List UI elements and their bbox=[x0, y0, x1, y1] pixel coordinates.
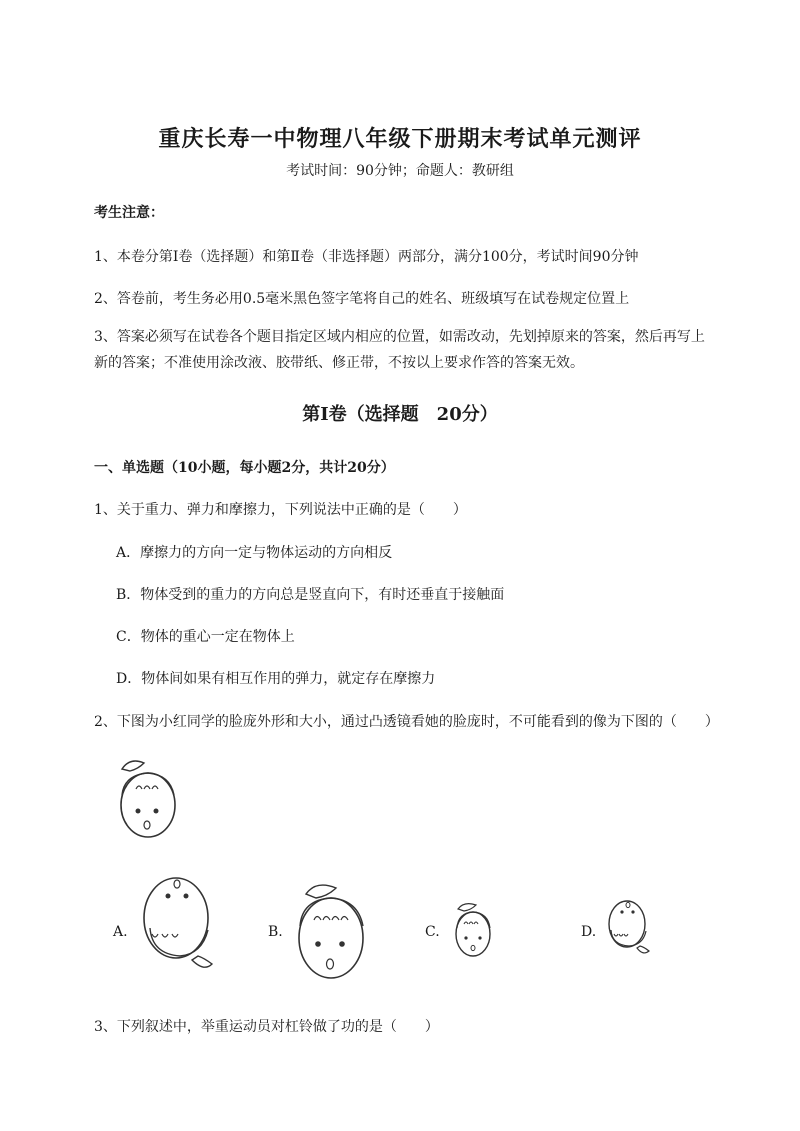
exam-info: 考试时间：90分钟；命题人：教研组 bbox=[286, 163, 514, 179]
option-a-label: A. bbox=[113, 924, 128, 940]
option-d-face-drawing bbox=[603, 896, 653, 958]
reference-face-drawing bbox=[108, 755, 188, 845]
notice-item-1: 1、本卷分第I卷（选择题）和第Ⅱ卷（非选择题）两部分，满分100分，考试时间90分钟 bbox=[94, 249, 639, 265]
question-1-option-a: A．摩擦力的方向一定与物体运动的方向相反 bbox=[116, 545, 393, 561]
page-title: 重庆长寿一中物理八年级下册期末考试单元测评 bbox=[158, 126, 642, 152]
option-c-face-drawing bbox=[450, 900, 496, 960]
option-d-label: D. bbox=[581, 924, 597, 940]
question-1-option-b: B．物体受到的重力的方向总是竖直向下，有时还垂直于接触面 bbox=[116, 587, 505, 603]
question-3-stem: 3、下列叙述中，举重运动员对杠铃做了功的是（ ） bbox=[94, 1019, 439, 1035]
option-a-face-drawing bbox=[132, 868, 220, 976]
option-c-label: C. bbox=[425, 924, 440, 940]
question-1-option-c: C．物体的重心一定在物体上 bbox=[116, 629, 295, 645]
section-title: 第I卷（选择题 20分） bbox=[302, 404, 498, 425]
question-1-stem: 1、关于重力、弹力和摩擦力，下列说法中正确的是（ ） bbox=[94, 502, 467, 518]
question-1-option-d: D．物体间如果有相互作用的弹力，就定存在摩擦力 bbox=[116, 671, 436, 687]
notice-heading: 考生注意： bbox=[94, 205, 164, 221]
notice-item-3: 3、答案必须写在试卷各个题目指定区域内相应的位置，如需改动，先划掉原来的答案，然后再写上新的答案；不准使用涂改液、胶带纸、修正带，不按以上要求作答的答案无效。 bbox=[94, 329, 705, 371]
notice-item-2: 2、答卷前，考生务必用0.5毫米黑色签字笔将自己的姓名、班级填写在试卷规定位置上 bbox=[94, 291, 630, 307]
option-b-face-drawing bbox=[290, 878, 372, 986]
part-heading: 一、单选题（10小题，每小题2分，共计20分） bbox=[94, 460, 395, 476]
question-2-stem: 2、下图为小红同学的脸庞外形和大小，通过凸透镜看她的脸庞时，不可能看到的像为下图的（ ） bbox=[94, 714, 719, 730]
option-b-label: B. bbox=[268, 924, 283, 940]
